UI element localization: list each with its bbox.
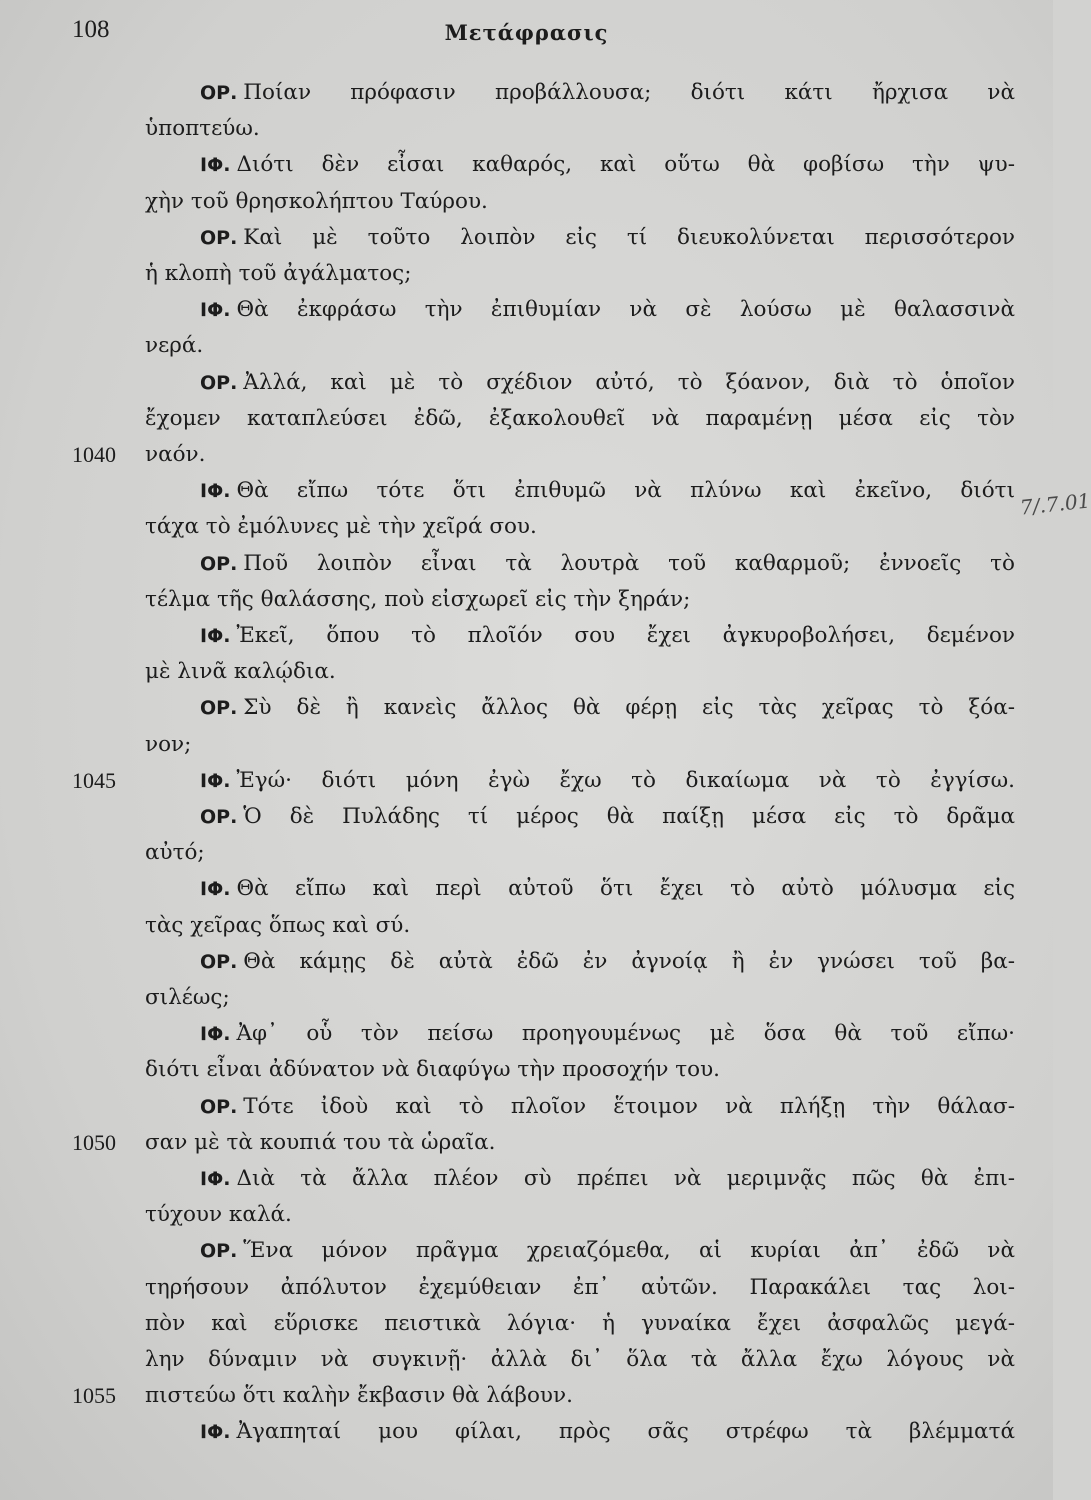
text-line (200, 766, 1015, 796)
text-line (145, 1309, 1015, 1339)
speaker-label: ΟΡ. (200, 552, 238, 575)
line-text: πιστεύω ὅτι καλὴν ἔκβασιν θὰ λάβουν. (145, 1383, 573, 1409)
verse-line-number: 1045 (72, 767, 116, 793)
speaker-label: ΙΦ. (200, 480, 231, 503)
text-line (200, 947, 1015, 977)
text-line (200, 621, 1015, 651)
text-line (200, 874, 1015, 904)
speaker-label: ΙΦ. (200, 878, 231, 901)
line-text: Διότι δὲν εἶσαι καθαρός, καὶ οὕτω θὰ φοβίσω τὴν ψυ- (236, 152, 1015, 178)
line-text: Ἀγαπηταί μου φίλαι, πρὸς σᾶς στρέφω τὰ βλέμματά (236, 1419, 1015, 1445)
line-text: Ἕνα μόνον πρᾶγμα χρειαζόμεθα, αἱ κυρίαι ἀπ᾽ ἐδῶ νὰ (243, 1238, 1015, 1264)
text-line (145, 911, 1015, 941)
line-text: λην δύναμιν νὰ συγκινῇ· ἀλλὰ δι᾽ ὅλα τὰ ἄλλα ἔχω λόγους νὰ (145, 1347, 1015, 1372)
speaker-label: ΙΦ. (200, 299, 231, 322)
line-text: Ἀφ᾽ οὗ τὸν πείσω προηγουμένως μὲ ὅσα θὰ τοῦ εἴπω· (236, 1021, 1015, 1047)
line-text: Θὰ εἴπω καὶ περὶ αὐτοῦ ὅτι ἔχει τὸ αὐτὸ μόλυσμα εἰς (236, 876, 1015, 902)
text-line (145, 1055, 1015, 1085)
line-text: Ἐγώ· διότι μόνη ἐγὼ ἔχω τὸ δικαίωμα νὰ τὸ ἐγγίσω. (236, 767, 1015, 793)
text-line (145, 730, 1015, 760)
text-line (145, 1200, 1015, 1230)
text-line (200, 368, 1015, 398)
line-text: Ἀλλά, καὶ μὲ τὸ σχέδιον αὐτό, τὸ ξόανον, διὰ τὸ ὁποῖον (243, 369, 1015, 395)
running-head: Μετάφρασις (444, 20, 609, 45)
verse-line-number: 1050 (72, 1129, 116, 1155)
text-line (200, 1417, 1015, 1447)
text-line (200, 78, 1015, 108)
line-text: Θὰ εἴπω τότε ὅτι ἐπιθυμῶ νὰ πλύνω καὶ ἐκεῖνο, διότι (236, 478, 1015, 504)
line-text: Θὰ κάμῃς δὲ αὐτὰ ἐδῶ ἐν ἀγνοίᾳ ἢ ἐν γνώσει τοῦ βα- (243, 948, 1015, 974)
text-line (200, 1236, 1015, 1266)
line-text: Ἐκεῖ, ὅπου τὸ πλοῖόν σου ἔχει ἀγκυροβολήσει, δεμένον (236, 623, 1015, 648)
line-text: σιλέως; (145, 985, 230, 1010)
speaker-label: ΟΡ. (200, 371, 238, 394)
text-line (200, 1092, 1015, 1122)
text-line (200, 150, 1015, 180)
speaker-label: ΙΦ. (200, 154, 231, 177)
line-text: σαν μὲ τὰ κουπιά του τὰ ὡραῖα. (145, 1129, 496, 1155)
speaker-label: ΙΦ. (200, 625, 231, 647)
line-text: νερά. (145, 333, 204, 359)
line-text: Τότε ἰδοὺ καὶ τὸ πλοῖον ἕτοιμον νὰ πλήξῃ τὴν θάλασ- (243, 1093, 1015, 1119)
page-number: 108 (72, 16, 110, 43)
line-text: Ποίαν πρόφασιν προβάλλουσα; διότι κάτι ἤρχισα νὰ (243, 80, 1015, 105)
line-text: Καὶ μὲ τοῦτο λοιπὸν εἰς τί διευκολύνεται περισσότερον (243, 224, 1015, 250)
speaker-label: ΟΡ. (200, 950, 238, 973)
text-line (145, 1128, 1015, 1158)
page-header (0, 14, 1053, 54)
line-text: τηρήσουν ἀπόλυτον ἐχεμύθειαν ἐπ᾽ αὐτῶν. Παρακάλει τας λοι- (145, 1274, 1015, 1300)
line-text: διότι εἶναι ἀδύνατον νὰ διαφύγω τὴν προσοχήν του. (145, 1057, 720, 1083)
line-text: Ποῦ λοιπὸν εἶναι τὰ λουτρὰ τοῦ καθαρμοῦ; ἐννοεῖς τὸ (243, 550, 1015, 576)
line-text: ναόν. (145, 442, 206, 467)
text-line (145, 1273, 1015, 1303)
text-line (200, 1164, 1015, 1194)
verse-line-number: 1055 (72, 1383, 116, 1409)
speaker-label: ΟΡ. (200, 697, 238, 720)
text-line (145, 440, 1015, 470)
text-line (200, 295, 1015, 325)
line-text: Θὰ ἐκφράσω τὴν ἐπιθυμίαν νὰ σὲ λούσω μὲ θαλασσινὰ (236, 297, 1015, 323)
text-line (200, 693, 1015, 723)
text-line (200, 223, 1015, 253)
text-line (145, 512, 1015, 542)
text-line (145, 114, 1015, 144)
text-line (145, 187, 1015, 217)
line-text: τάχα τὸ ἐμόλυνες μὲ τὴν χεῖρά σου. (145, 514, 537, 540)
line-text: ἔχομεν καταπλεύσει ἐδῶ, ἐξακολουθεῖ νὰ παραμένῃ μέσα εἰς τὸν (145, 405, 1015, 431)
line-text: μὲ λινᾶ καλῴδια. (145, 659, 336, 685)
line-text: νον; (145, 731, 192, 757)
handwritten-margin-note: 7/.7.01 (1018, 488, 1091, 520)
speaker-label: ΙΦ. (200, 1023, 231, 1046)
line-text: αὐτό; (145, 840, 205, 866)
text-line (200, 549, 1015, 579)
line-text: Ὁ δὲ Πυλάδης τί μέρος θὰ παίξῃ μέσα εἰς τὸ δρᾶμα (243, 804, 1015, 829)
line-text: ἡ κλοπὴ τοῦ ἀγάλματος; (145, 261, 412, 286)
speaker-label: ΟΡ. (200, 1095, 238, 1118)
speaker-label: ΟΡ. (200, 226, 238, 249)
text-line (145, 404, 1015, 434)
text-line (145, 1381, 1015, 1411)
text-line (200, 476, 1015, 506)
text-line (200, 802, 1015, 832)
line-text: Σὺ δὲ ἢ κανεὶς ἄλλος θὰ φέρῃ εἰς τὰς χεῖρας τὸ ξόα- (243, 695, 1015, 721)
text-line (145, 585, 1015, 615)
text-line (145, 657, 1015, 687)
text-line (145, 1345, 1015, 1375)
speaker-label: ΙΦ. (200, 1421, 231, 1444)
line-text: Διὰ τὰ ἄλλα πλέον σὺ πρέπει νὰ μεριμνᾷς πῶς θὰ ἐπι- (236, 1166, 1015, 1191)
line-text: τύχουν καλά. (145, 1202, 292, 1228)
speaker-label: ΟΡ. (200, 1240, 238, 1263)
text-line (200, 1019, 1015, 1049)
text-line (145, 259, 1015, 289)
verse-line-number: 1040 (72, 442, 116, 467)
text-line (145, 331, 1015, 361)
line-text: τὰς χεῖρας ὅπως καὶ σύ. (145, 912, 411, 938)
text-line (145, 983, 1015, 1013)
line-text: χὴν τοῦ θρησκολήπτου Ταύρου. (145, 188, 488, 214)
line-text: τέλμα τῆς θαλάσσης, ποὺ εἰσχωρεῖ εἰς τὴν ξηράν; (145, 586, 691, 612)
line-text: πὸν καὶ εὕρισκε πειστικὰ λόγια· ἡ γυναίκα ἔχει ἀσφαλῶς μεγά- (145, 1310, 1015, 1336)
line-text: ὑποπτεύω. (145, 116, 260, 142)
speaker-label: ΟΡ. (200, 806, 238, 828)
speaker-label: ΟΡ. (200, 82, 238, 104)
speaker-label: ΙΦ. (200, 1168, 231, 1190)
speaker-label: ΙΦ. (200, 769, 231, 792)
text-line (145, 838, 1015, 868)
